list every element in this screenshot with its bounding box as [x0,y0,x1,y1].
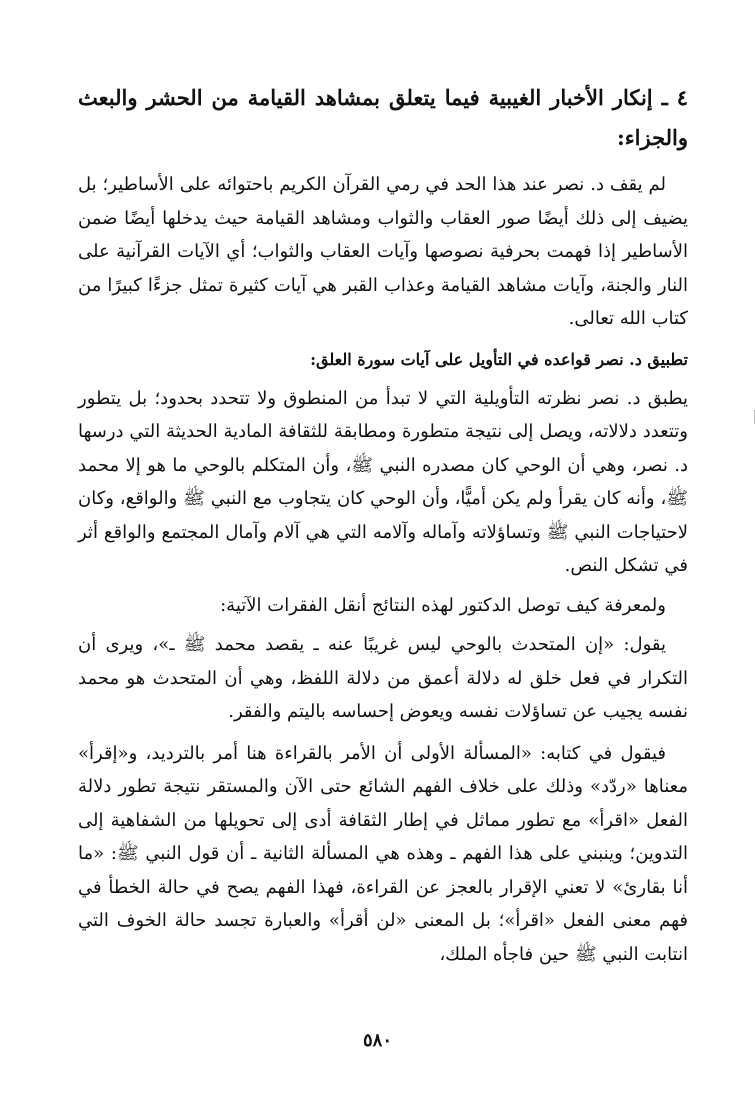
page-body [78,78,688,971]
paragraph-interpretive-view: يطبق د. نصر نظرته التأويلية التي لا تبدأ من المنطوق ولا تتحدد بحدود؛ بل يتطور وتتعدد دلالاته، ويصل إلى نتيجة متطورة ومطابقة للثقافة المادية الحديثة التي درسها د. نصر، وهي أن الوحي كان مصدره النبي ﷺ، وأن المتكلم بالوحي ما هو إلا محمد ﷺ، وأنه كان يقرأ ولم يكن أميًّا، وأن الوحي كان يتجاوب مع النبي ﷺ والواقع، وكان لاحتياجات النبي ﷺ وتساؤلاته وآماله وآلامه التي هي آلام وآمال المجتمع والواقع أثر في تشكل النص. [78,387,688,576]
section-heading: ٤ ـ إنكار الأخبار الغيبية فيما يتعلق بمشاهد القيامة من الحشر والبعث والجزاء: [78,85,688,150]
paragraph-quote-iqra: فيقول في كتابه: «المسألة الأولى أن الأمر بالقراءة هنا أمر بالترديد، و«إقرأ» معناها «ردّد» وذلك على خلاف الفهم الشائع حتى الآن والمستقر نتيجة تطور دلالة الفعل «اقرأ» مع تطور مماثل في إطار الثقافة أدى إلى تحويلها من الشفاهية إلى التدوين؛ وينبني على هذا الفهم ـ وهذه هي المسألة الثانية ـ أن قول النبي ﷺ: «ما أنا بقارئ» لا تعني الإقرار بالعجز عن القراءة، فهذا الفهم يصح في حالة الخطأ في فهم معنى الفعل «اقرأ»؛ بل المعنى «لن أقرأ» والعبارة تجسد حالة الخوف التي انتابت النبي ﷺ حين فاجأه الملك، [78,742,688,965]
paragraph-transition: ولمعرفة كيف توصل الدكتور لهذه النتائج أنقل الفقرات الآتية: [220,594,666,616]
page-number: ٥٨٠ [362,1030,392,1051]
subheading-surat-al-alaq: تطبيق د. نصر قواعده في التأويل على آيات سورة العلق: [310,349,688,369]
paragraph-quote-speaker: يقول: «إن المتحدث بالوحي ليس غريبًا عنه ـ يقصد محمد ﷺ ـ»، ويرى أن التكرار في فعل خلق له دلالة أعمق من دلالة اللفظ، وهي أن المتحدث هو محمد نفسه يجيب عن تساؤلات نفسه ويعوض إحساسه باليتم والفقر. [78,634,688,722]
paragraph-myths-day-of-judgment: لم يقف د. نصر عند هذا الحد في رمي القرآن الكريم باحتوائه على الأساطير؛ بل يضيف إلى ذلك أيضًا صور العقاب والثواب ومشاهد القيامة حيث يدخلها أيضًا ضمن الأساطير إذا فهمت بحرفية نصوصها وآيات العقاب والثواب؛ أي الآيات القرآنية على النار والجنة، وآيات مشاهد القيامة وعذاب القبر هي آيات كثيرة تمثل جزءًا كبيرًا من كتاب الله تعالى. [78,174,688,329]
